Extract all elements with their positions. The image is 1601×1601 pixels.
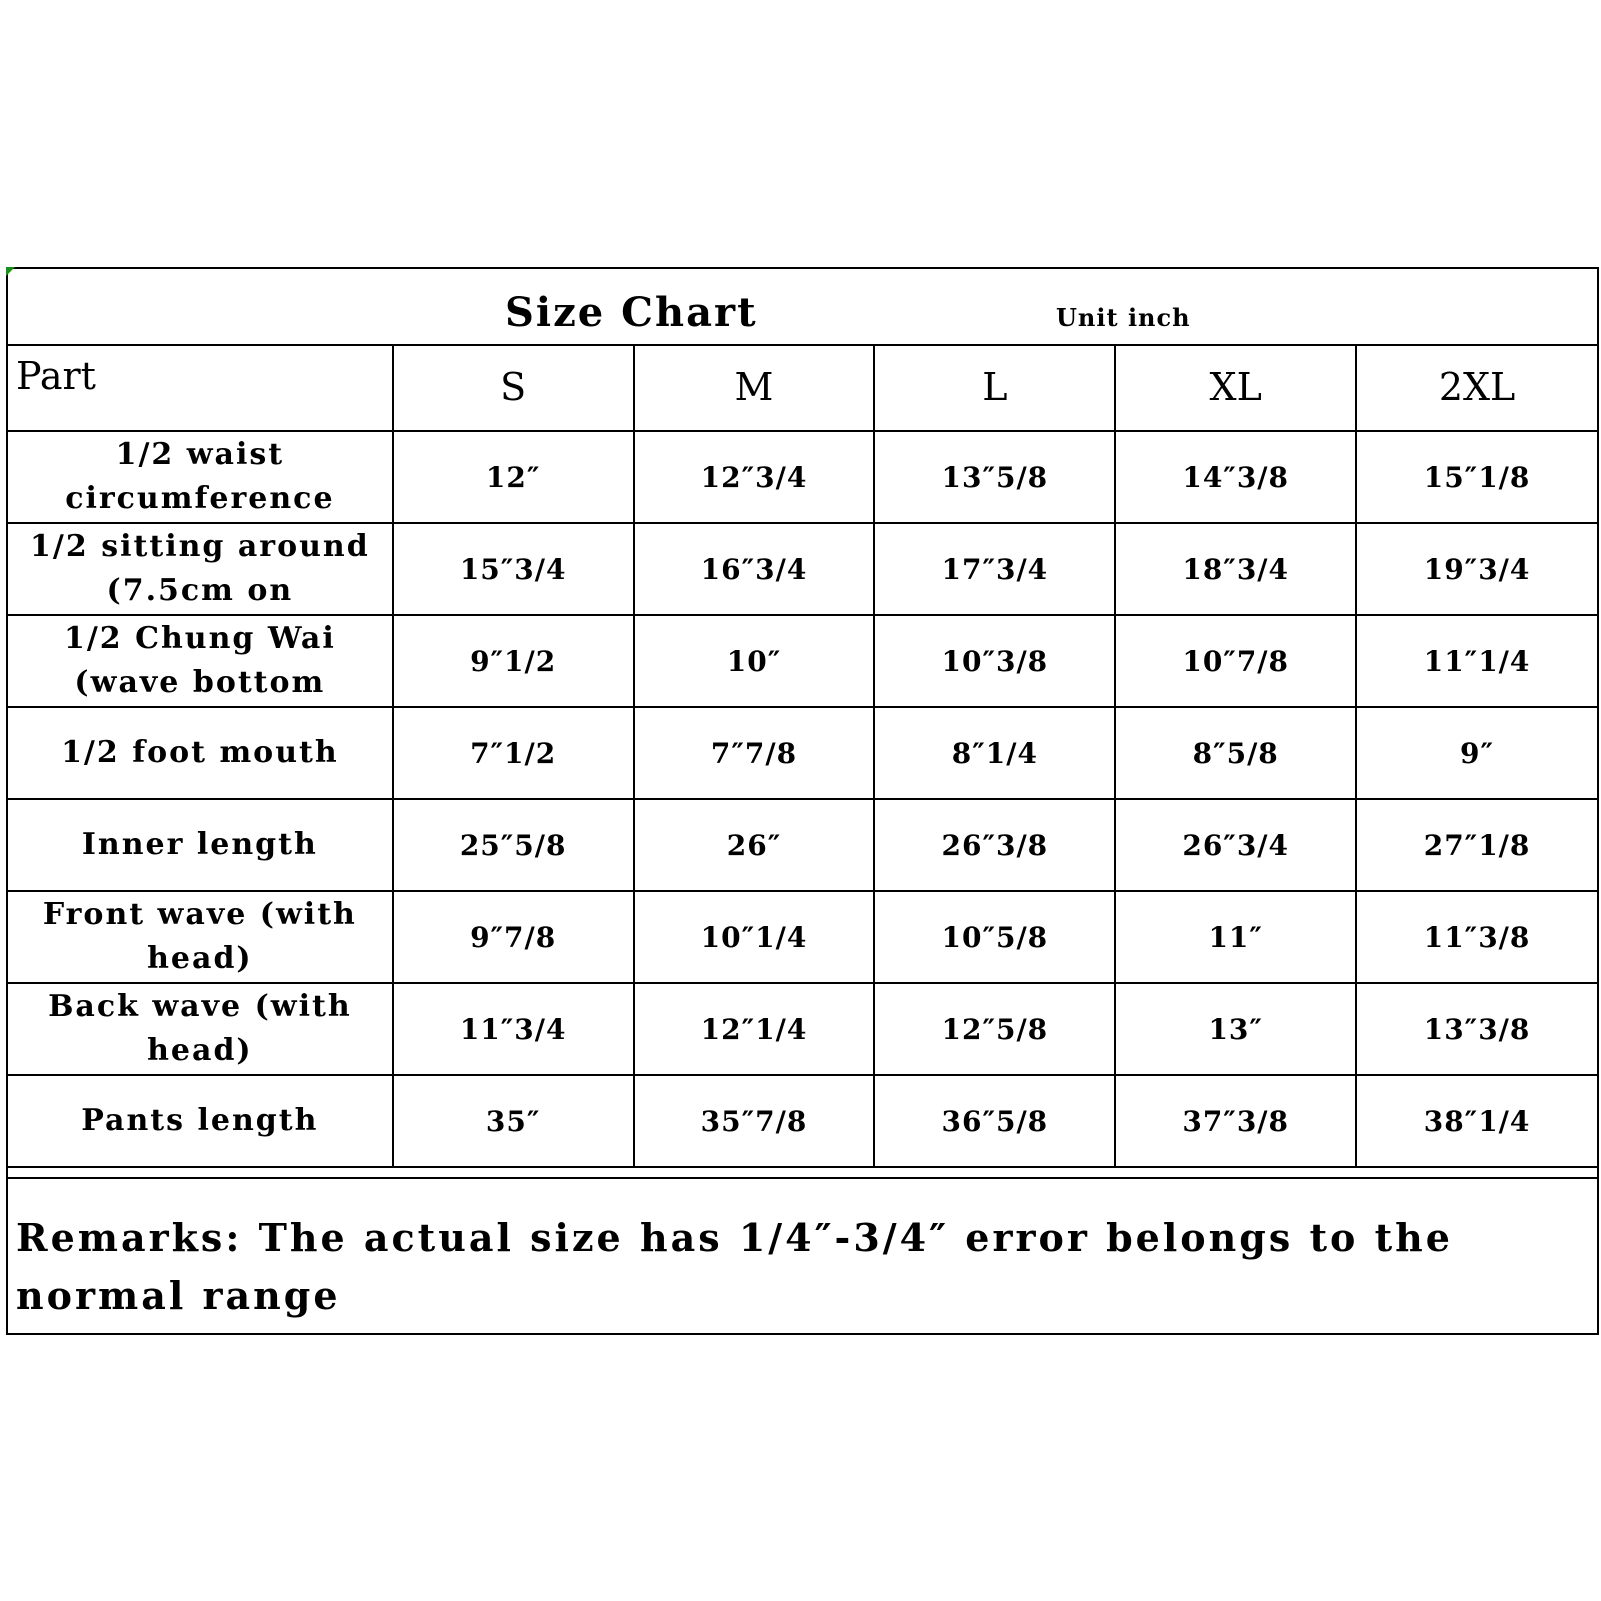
header-size-m: M (634, 344, 875, 431)
header-size-l: L (874, 344, 1115, 431)
size-value: 13″5/8 (874, 431, 1115, 523)
size-value: 35″ (393, 1075, 634, 1167)
size-value: 26″3/8 (874, 799, 1115, 891)
table-row (8, 615, 1597, 707)
size-value: 8″1/4 (874, 707, 1115, 799)
size-value: 10″5/8 (874, 891, 1115, 983)
size-value: 12″1/4 (634, 983, 875, 1075)
table-row (8, 1075, 1597, 1167)
header-size-xl: XL (1115, 344, 1356, 431)
size-value: 10″7/8 (1115, 615, 1356, 707)
row-label: Inner length (8, 799, 393, 891)
row-label: Pants length (8, 1075, 393, 1167)
remarks-text: Remarks: The actual size has 1/4″-3/4″ error belongs to the normal range (16, 1215, 1453, 1318)
size-value: 26″3/4 (1115, 799, 1356, 891)
size-table (8, 344, 1597, 1168)
size-value: 36″5/8 (874, 1075, 1115, 1167)
size-value: 11″3/4 (393, 983, 634, 1075)
size-value: 11″ (1115, 891, 1356, 983)
size-value: 17″3/4 (874, 523, 1115, 615)
remarks-section (8, 1177, 1597, 1333)
size-value: 12″5/8 (874, 983, 1115, 1075)
size-value: 10″1/4 (634, 891, 875, 983)
row-label: 1/2 sitting around (7.5cm on (8, 523, 393, 615)
size-value: 15″3/4 (393, 523, 634, 615)
size-value: 14″3/8 (1115, 431, 1356, 523)
size-value: 11″3/8 (1356, 891, 1597, 983)
size-value: 19″3/4 (1356, 523, 1597, 615)
table-row (8, 891, 1597, 983)
size-value: 9″1/2 (393, 615, 634, 707)
header-part: Part (8, 344, 393, 431)
size-value: 25″5/8 (393, 799, 634, 891)
row-label: 1/2 Chung Wai (wave bottom (8, 615, 393, 707)
size-value: 15″1/8 (1356, 431, 1597, 523)
header-row (8, 344, 1597, 431)
size-value: 8″5/8 (1115, 707, 1356, 799)
size-value: 27″1/8 (1356, 799, 1597, 891)
size-value: 7″7/8 (634, 707, 875, 799)
row-label: Front wave (with head) (8, 891, 393, 983)
unit-label: Unit inch (1056, 303, 1191, 332)
size-value: 13″ (1115, 983, 1356, 1075)
size-value: 26″ (634, 799, 875, 891)
size-value: 7″1/2 (393, 707, 634, 799)
size-value: 10″ (634, 615, 875, 707)
table-row (8, 983, 1597, 1075)
row-label: 1/2 foot mouth (8, 707, 393, 799)
table-row (8, 523, 1597, 615)
table-row (8, 707, 1597, 799)
size-value: 9″7/8 (393, 891, 634, 983)
size-value: 11″1/4 (1356, 615, 1597, 707)
header-size-s: S (393, 344, 634, 431)
size-value: 10″3/8 (874, 615, 1115, 707)
header-size-2xl: 2XL (1356, 344, 1597, 431)
row-label: Back wave (with head) (8, 983, 393, 1075)
size-value: 9″ (1356, 707, 1597, 799)
size-chart (6, 267, 1599, 1335)
chart-title: Size Chart (505, 289, 758, 336)
corner-mark (6, 267, 15, 276)
size-value: 12″3/4 (634, 431, 875, 523)
title-row (8, 269, 1597, 346)
size-value: 13″3/8 (1356, 983, 1597, 1075)
size-value: 38″1/4 (1356, 1075, 1597, 1167)
table-row (8, 799, 1597, 891)
table-row (8, 431, 1597, 523)
size-value: 37″3/8 (1115, 1075, 1356, 1167)
row-label: 1/2 waist circumference (8, 431, 393, 523)
size-value: 16″3/4 (634, 523, 875, 615)
size-value: 12″ (393, 431, 634, 523)
size-value: 35″7/8 (634, 1075, 875, 1167)
size-value: 18″3/4 (1115, 523, 1356, 615)
